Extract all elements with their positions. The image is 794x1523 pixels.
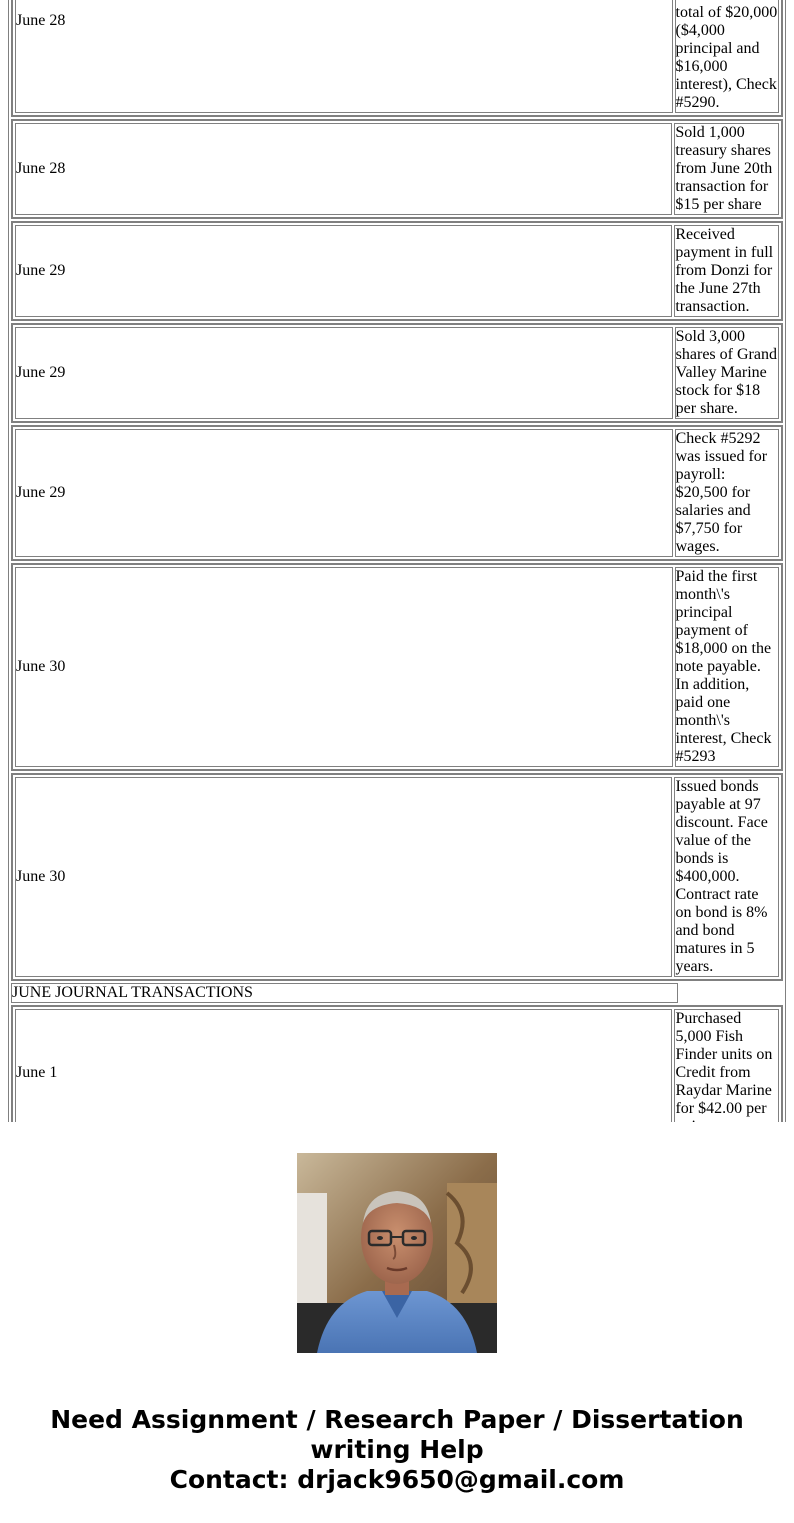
transaction-entry — [12, 426, 782, 560]
transaction-entry — [12, 222, 782, 320]
promo-message — [20, 1405, 774, 1495]
transaction-date: June 1 — [15, 1009, 672, 1137]
promo-line-2: writing Help — [310, 1435, 484, 1464]
transaction-date: June 30 — [15, 777, 672, 977]
promo-banner — [0, 1122, 794, 1523]
avatar-illustration — [297, 1153, 497, 1353]
transaction-date: June 29 — [15, 225, 672, 317]
transaction-description: Sold 3,000 shares of Grand Valley Marine stock for $18 per share. — [675, 327, 779, 419]
table-row — [11, 0, 783, 117]
table-row — [11, 323, 783, 423]
transaction-description: Paid the first month\'s principal payment of $18,000 on the note payable. In addition, paid one month\'s interest, Check #5293 — [675, 567, 779, 767]
transaction-entry — [12, 774, 782, 980]
transaction-entry — [12, 564, 782, 770]
transaction-date: June 28 — [15, 123, 672, 215]
transaction-description: Purchased 5,000 Fish Finder units on Credit from Raydar Marine for $42.00 per — [674, 1009, 779, 1137]
transaction-entry — [12, 1006, 782, 1140]
transaction-description: Issued bonds payable at 97 discount. Face value of the bonds is $400,000. Contract rate on bond is 8% and bond matures in 5 years. — [674, 777, 779, 977]
table-row — [11, 773, 783, 981]
transaction-description: Sold 1,000 treasury shares from June 20th transaction for $15 per share — [674, 123, 779, 215]
section-heading: JUNE JOURNAL TRANSACTIONS — [11, 983, 678, 1003]
transaction-description: total of $20,000 ($4,000 principal and $16,000 interest), Check #5290. — [675, 0, 779, 113]
person-portrait-icon — [297, 1153, 497, 1353]
transaction-date: June 29 — [15, 429, 673, 557]
table-row — [11, 221, 783, 321]
transaction-date: June 28 — [15, 0, 673, 113]
table-row — [11, 1005, 783, 1141]
section-heading-row — [11, 983, 783, 1003]
transactions-table — [8, 0, 786, 1282]
transaction-entry — [12, 120, 782, 218]
table-row — [11, 425, 783, 561]
contact-line: Contact: drjack9650@gmail.com — [169, 1465, 625, 1494]
transaction-description: Check #5292 was issued for payroll: $20,500 for salaries and $7,750 for wages. — [675, 429, 779, 557]
promo-line-1: Need Assignment / Research Paper / Dissertation — [50, 1405, 744, 1434]
transaction-entry — [12, 0, 782, 116]
transaction-date: June 29 — [15, 327, 673, 419]
table-row — [11, 563, 783, 771]
transaction-description: Received payment in full from Donzi for the June 27th transaction. — [674, 225, 779, 317]
table-row — [11, 119, 783, 219]
transaction-entry — [12, 324, 782, 422]
transaction-date: June 30 — [15, 567, 673, 767]
